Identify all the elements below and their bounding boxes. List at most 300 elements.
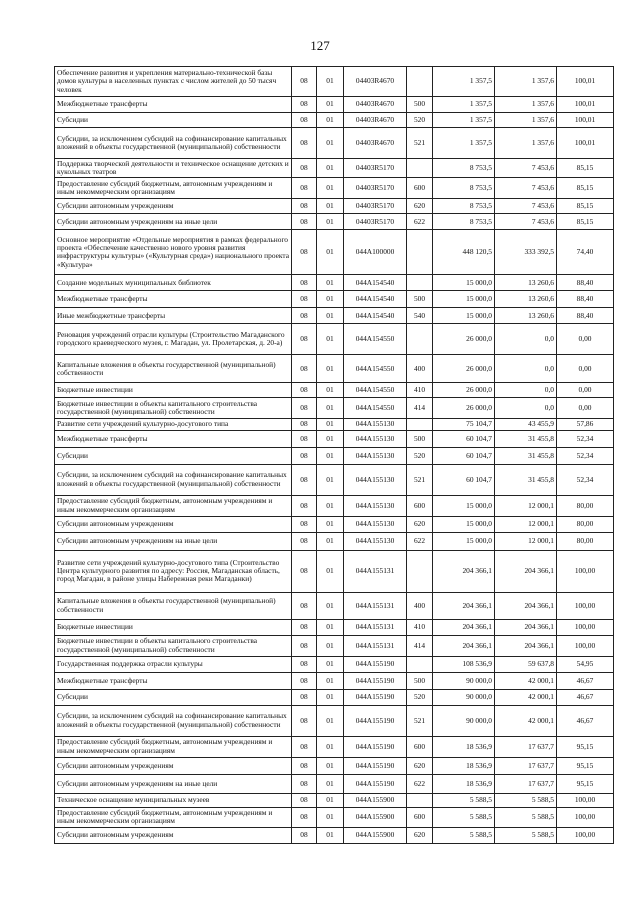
table-row: [55, 230, 614, 275]
executed-amount-cell: 12 000,1: [495, 532, 557, 550]
subsection-code-cell: 01: [317, 516, 344, 532]
table-row: [55, 592, 614, 619]
expense-type-cell: 414: [407, 635, 433, 656]
expense-type-cell: [407, 656, 433, 672]
planned-amount-cell: 1 357,5: [433, 128, 495, 159]
subsection-code-cell: 01: [317, 619, 344, 635]
expense-name-cell: Межбюджетные трансферты: [55, 291, 292, 308]
subsection-code-cell: 01: [317, 550, 344, 592]
expense-name-cell: Субсидии автономным учреждениям: [55, 516, 292, 532]
section-code-cell: 08: [292, 128, 317, 159]
target-article-cell: 044A155131: [344, 550, 407, 592]
execution-percent-cell: 52,34: [557, 464, 614, 495]
target-article-cell: 044A155131: [344, 619, 407, 635]
expense-name-cell: Предоставление субсидий бюджетным, автономным учреждениям и иным некоммерческим организациям: [55, 495, 292, 516]
section-code-cell: 08: [292, 736, 317, 757]
expense-name-cell: Субсидии, за исключением субсидий на софинансирование капитальных вложений в объекты государственной (муниципальной) собственности: [55, 705, 292, 736]
target-article-cell: 044A155131: [344, 592, 407, 619]
expense-name-cell: Создание модельных муниципальных библиотек: [55, 275, 292, 291]
section-code-cell: 08: [292, 757, 317, 774]
planned-amount-cell: 18 536,9: [433, 774, 495, 793]
execution-percent-cell: 80,00: [557, 516, 614, 532]
budget-table: [54, 66, 614, 844]
execution-percent-cell: 85,15: [557, 178, 614, 199]
expense-type-cell: [407, 419, 433, 430]
expense-name-cell: Предоставление субсидий бюджетным, автономным учреждениям и иным некоммерческим организациям: [55, 178, 292, 199]
expense-type-cell: [407, 230, 433, 275]
subsection-code-cell: 01: [317, 113, 344, 128]
expense-name-cell: Субсидии: [55, 689, 292, 705]
target-article-cell: 04403R5170: [344, 159, 407, 178]
executed-amount-cell: 7 453,6: [495, 199, 557, 214]
section-code-cell: 08: [292, 178, 317, 199]
expense-name-cell: Предоставление субсидий бюджетным, автономным учреждениям и иным некоммерческим организациям: [55, 736, 292, 757]
subsection-code-cell: 01: [317, 532, 344, 550]
planned-amount-cell: 448 120,5: [433, 230, 495, 275]
expense-type-cell: 521: [407, 464, 433, 495]
table-row: [55, 419, 614, 430]
section-code-cell: 08: [292, 97, 317, 113]
expense-name-cell: Субсидии автономным учреждениям на иные цели: [55, 532, 292, 550]
target-article-cell: 044A155190: [344, 672, 407, 689]
subsection-code-cell: 01: [317, 159, 344, 178]
executed-amount-cell: 0,0: [495, 383, 557, 398]
table-row: [55, 178, 614, 199]
planned-amount-cell: 18 536,9: [433, 736, 495, 757]
planned-amount-cell: 8 753,5: [433, 159, 495, 178]
expense-name-cell: Обеспечение развития и укрепления материально-технической базы домов культуры в населенных пунктах с числом жителей до 50 тысяч человек: [55, 67, 292, 97]
expense-name-cell: Бюджетные инвестиции: [55, 619, 292, 635]
execution-percent-cell: 46,67: [557, 705, 614, 736]
expense-type-cell: 410: [407, 383, 433, 398]
expense-name-cell: Межбюджетные трансферты: [55, 430, 292, 447]
section-code-cell: 08: [292, 827, 317, 843]
section-code-cell: 08: [292, 516, 317, 532]
subsection-code-cell: 01: [317, 291, 344, 308]
expense-type-cell: [407, 550, 433, 592]
execution-percent-cell: 100,00: [557, 619, 614, 635]
executed-amount-cell: 12 000,1: [495, 516, 557, 532]
table-row: [55, 793, 614, 807]
table-row: [55, 113, 614, 128]
section-code-cell: 08: [292, 464, 317, 495]
table-row: [55, 383, 614, 398]
executed-amount-cell: 0,0: [495, 398, 557, 419]
expense-type-cell: 620: [407, 757, 433, 774]
table-row: [55, 757, 614, 774]
execution-percent-cell: 95,15: [557, 757, 614, 774]
execution-percent-cell: 88,40: [557, 275, 614, 291]
planned-amount-cell: 8 753,5: [433, 178, 495, 199]
executed-amount-cell: 1 357,6: [495, 97, 557, 113]
section-code-cell: 08: [292, 592, 317, 619]
page-number: 127: [310, 38, 330, 53]
table-row: [55, 355, 614, 383]
table-row: [55, 550, 614, 592]
target-article-cell: 044A154550: [344, 355, 407, 383]
expense-name-cell: Субсидии автономным учреждениям: [55, 199, 292, 214]
expense-type-cell: 410: [407, 619, 433, 635]
executed-amount-cell: 0,0: [495, 355, 557, 383]
planned-amount-cell: 8 753,5: [433, 199, 495, 214]
section-code-cell: 08: [292, 689, 317, 705]
table-row: [55, 672, 614, 689]
target-article-cell: 044A154540: [344, 275, 407, 291]
execution-percent-cell: 95,15: [557, 736, 614, 757]
section-code-cell: 08: [292, 324, 317, 355]
executed-amount-cell: 42 000,1: [495, 705, 557, 736]
table-row: [55, 128, 614, 159]
table-row: [55, 199, 614, 214]
expense-type-cell: 521: [407, 705, 433, 736]
executed-amount-cell: 1 357,6: [495, 113, 557, 128]
table-row: [55, 705, 614, 736]
subsection-code-cell: 01: [317, 275, 344, 291]
expense-name-cell: Развитие сети учреждений культурно-досугового типа (Строительство Центра культурного развития по адресу: Россия, Магаданская область, город Магадан, в районе улицы Набережная реки Магаданки): [55, 550, 292, 592]
planned-amount-cell: 204 366,1: [433, 550, 495, 592]
target-article-cell: 04403R4670: [344, 113, 407, 128]
expense-name-cell: Межбюджетные трансферты: [55, 672, 292, 689]
table-row: [55, 430, 614, 447]
planned-amount-cell: 18 536,9: [433, 757, 495, 774]
expense-name-cell: Субсидии: [55, 447, 292, 464]
target-article-cell: 044A155131: [344, 635, 407, 656]
target-article-cell: 044A154550: [344, 324, 407, 355]
table-row: [55, 159, 614, 178]
execution-percent-cell: 100,00: [557, 793, 614, 807]
executed-amount-cell: 42 000,1: [495, 689, 557, 705]
expense-name-cell: Развитие сети учреждений культурно-досугового типа: [55, 419, 292, 430]
target-article-cell: 04403R4670: [344, 97, 407, 113]
section-code-cell: 08: [292, 214, 317, 230]
subsection-code-cell: 01: [317, 128, 344, 159]
executed-amount-cell: 59 637,8: [495, 656, 557, 672]
execution-percent-cell: 74,40: [557, 230, 614, 275]
target-article-cell: 04403R4670: [344, 128, 407, 159]
execution-percent-cell: 85,15: [557, 214, 614, 230]
section-code-cell: 08: [292, 793, 317, 807]
planned-amount-cell: 15 000,0: [433, 495, 495, 516]
execution-percent-cell: 46,67: [557, 672, 614, 689]
execution-percent-cell: 0,00: [557, 383, 614, 398]
target-article-cell: 044A155190: [344, 757, 407, 774]
target-article-cell: 04403R4670: [344, 67, 407, 97]
expense-name-cell: Бюджетные инвестиции: [55, 383, 292, 398]
expense-name-cell: Субсидии: [55, 113, 292, 128]
planned-amount-cell: 60 104,7: [433, 464, 495, 495]
execution-percent-cell: 52,34: [557, 430, 614, 447]
table-row: [55, 807, 614, 827]
executed-amount-cell: 13 260,6: [495, 275, 557, 291]
planned-amount-cell: 5 588,5: [433, 827, 495, 843]
expense-type-cell: 400: [407, 355, 433, 383]
subsection-code-cell: 01: [317, 774, 344, 793]
expense-type-cell: 622: [407, 774, 433, 793]
target-article-cell: 044A155900: [344, 827, 407, 843]
execution-percent-cell: 85,15: [557, 199, 614, 214]
executed-amount-cell: 12 000,1: [495, 495, 557, 516]
expense-type-cell: [407, 324, 433, 355]
planned-amount-cell: 108 536,9: [433, 656, 495, 672]
subsection-code-cell: 01: [317, 705, 344, 736]
planned-amount-cell: 15 000,0: [433, 308, 495, 324]
target-article-cell: 044A154550: [344, 398, 407, 419]
executed-amount-cell: 7 453,6: [495, 214, 557, 230]
expense-type-cell: 620: [407, 827, 433, 843]
expense-name-cell: Основное мероприятие «Отдельные мероприятия в рамках федерального проекта «Обеспечение качественно нового уровня развития инфраструктуры культуры» («Культурная среда») национального проекта «Культура»: [55, 230, 292, 275]
expense-type-cell: 620: [407, 516, 433, 532]
table-row: [55, 308, 614, 324]
expense-name-cell: Бюджетные инвестиции в объекты капитального строительства государственной (муниципальной) собственности: [55, 398, 292, 419]
target-article-cell: 044A155190: [344, 656, 407, 672]
executed-amount-cell: 5 588,5: [495, 793, 557, 807]
target-article-cell: 044A155130: [344, 430, 407, 447]
execution-percent-cell: 100,00: [557, 827, 614, 843]
expense-name-cell: Поддержка творческой деятельности и техническое оснащение детских и кукольных театров: [55, 159, 292, 178]
executed-amount-cell: 42 000,1: [495, 672, 557, 689]
expense-type-cell: 540: [407, 308, 433, 324]
table-row: [55, 619, 614, 635]
execution-percent-cell: 54,95: [557, 656, 614, 672]
subsection-code-cell: 01: [317, 635, 344, 656]
planned-amount-cell: 60 104,7: [433, 430, 495, 447]
planned-amount-cell: 1 357,5: [433, 67, 495, 97]
section-code-cell: 08: [292, 230, 317, 275]
table-row: [55, 214, 614, 230]
target-article-cell: 044A100000: [344, 230, 407, 275]
expense-name-cell: Субсидии, за исключением субсидий на софинансирование капитальных вложений в объекты государственной (муниципальной) собственности: [55, 128, 292, 159]
subsection-code-cell: 01: [317, 757, 344, 774]
executed-amount-cell: 333 392,5: [495, 230, 557, 275]
executed-amount-cell: 7 453,6: [495, 159, 557, 178]
executed-amount-cell: 204 366,1: [495, 550, 557, 592]
table-row: [55, 774, 614, 793]
target-article-cell: 044A155900: [344, 807, 407, 827]
planned-amount-cell: 26 000,0: [433, 398, 495, 419]
expense-type-cell: 600: [407, 178, 433, 199]
subsection-code-cell: 01: [317, 430, 344, 447]
section-code-cell: 08: [292, 419, 317, 430]
expense-type-cell: 500: [407, 672, 433, 689]
subsection-code-cell: 01: [317, 214, 344, 230]
executed-amount-cell: 17 637,7: [495, 736, 557, 757]
subsection-code-cell: 01: [317, 67, 344, 97]
table-row: [55, 736, 614, 757]
planned-amount-cell: 15 000,0: [433, 532, 495, 550]
planned-amount-cell: 15 000,0: [433, 275, 495, 291]
planned-amount-cell: 1 357,5: [433, 97, 495, 113]
planned-amount-cell: 15 000,0: [433, 291, 495, 308]
execution-percent-cell: 0,00: [557, 398, 614, 419]
planned-amount-cell: 5 588,5: [433, 807, 495, 827]
table-row: [55, 635, 614, 656]
subsection-code-cell: 01: [317, 178, 344, 199]
expense-type-cell: 600: [407, 736, 433, 757]
subsection-code-cell: 01: [317, 324, 344, 355]
table-row: [55, 447, 614, 464]
target-article-cell: 044A155130: [344, 447, 407, 464]
expense-type-cell: 622: [407, 532, 433, 550]
target-article-cell: 044A155190: [344, 774, 407, 793]
planned-amount-cell: 15 000,0: [433, 516, 495, 532]
executed-amount-cell: 17 637,7: [495, 774, 557, 793]
execution-percent-cell: 100,00: [557, 550, 614, 592]
expense-type-cell: 600: [407, 495, 433, 516]
planned-amount-cell: 1 357,5: [433, 113, 495, 128]
table-row: [55, 516, 614, 532]
expense-name-cell: Предоставление субсидий бюджетным, автономным учреждениям и иным некоммерческим организациям: [55, 807, 292, 827]
table-row: [55, 495, 614, 516]
subsection-code-cell: 01: [317, 398, 344, 419]
section-code-cell: 08: [292, 199, 317, 214]
target-article-cell: 044A155190: [344, 689, 407, 705]
subsection-code-cell: 01: [317, 736, 344, 757]
subsection-code-cell: 01: [317, 230, 344, 275]
section-code-cell: 08: [292, 635, 317, 656]
expense-type-cell: 520: [407, 113, 433, 128]
subsection-code-cell: 01: [317, 656, 344, 672]
target-article-cell: 04403R5170: [344, 178, 407, 199]
section-code-cell: 08: [292, 383, 317, 398]
execution-percent-cell: 85,15: [557, 159, 614, 178]
execution-percent-cell: 0,00: [557, 355, 614, 383]
expense-type-cell: 620: [407, 199, 433, 214]
execution-percent-cell: 100,01: [557, 113, 614, 128]
execution-percent-cell: 80,00: [557, 495, 614, 516]
expense-name-cell: Капитальные вложения в объекты государственной (муниципальной) собственности: [55, 355, 292, 383]
execution-percent-cell: 100,01: [557, 97, 614, 113]
section-code-cell: 08: [292, 495, 317, 516]
expense-name-cell: Межбюджетные трансферты: [55, 97, 292, 113]
execution-percent-cell: 57,86: [557, 419, 614, 430]
subsection-code-cell: 01: [317, 464, 344, 495]
section-code-cell: 08: [292, 291, 317, 308]
executed-amount-cell: 204 366,1: [495, 619, 557, 635]
target-article-cell: 044A155130: [344, 419, 407, 430]
section-code-cell: 08: [292, 447, 317, 464]
planned-amount-cell: 204 366,1: [433, 619, 495, 635]
section-code-cell: 08: [292, 275, 317, 291]
section-code-cell: 08: [292, 705, 317, 736]
section-code-cell: 08: [292, 532, 317, 550]
target-article-cell: 044A155190: [344, 736, 407, 757]
expense-name-cell: Субсидии автономным учреждениям на иные цели: [55, 774, 292, 793]
execution-percent-cell: 95,15: [557, 774, 614, 793]
subsection-code-cell: 01: [317, 419, 344, 430]
executed-amount-cell: 204 366,1: [495, 635, 557, 656]
expense-name-cell: Капитальные вложения в объекты государственной (муниципальной) собственности: [55, 592, 292, 619]
planned-amount-cell: 204 366,1: [433, 592, 495, 619]
expense-type-cell: [407, 159, 433, 178]
target-article-cell: 044A154550: [344, 383, 407, 398]
section-code-cell: 08: [292, 807, 317, 827]
target-article-cell: 044A154540: [344, 308, 407, 324]
expense-type-cell: [407, 67, 433, 97]
executed-amount-cell: 31 455,8: [495, 447, 557, 464]
table-row: [55, 689, 614, 705]
section-code-cell: 08: [292, 550, 317, 592]
planned-amount-cell: 8 753,5: [433, 214, 495, 230]
expense-type-cell: [407, 793, 433, 807]
target-article-cell: 04403R5170: [344, 199, 407, 214]
executed-amount-cell: 17 637,7: [495, 757, 557, 774]
table-row: [55, 464, 614, 495]
subsection-code-cell: 01: [317, 383, 344, 398]
executed-amount-cell: 1 357,6: [495, 67, 557, 97]
section-code-cell: 08: [292, 774, 317, 793]
expense-name-cell: Иные межбюджетные трансферты: [55, 308, 292, 324]
target-article-cell: 044A154540: [344, 291, 407, 308]
executed-amount-cell: 204 366,1: [495, 592, 557, 619]
section-code-cell: 08: [292, 398, 317, 419]
execution-percent-cell: 88,40: [557, 308, 614, 324]
planned-amount-cell: 204 366,1: [433, 635, 495, 656]
table-row: [55, 97, 614, 113]
target-article-cell: 044A155130: [344, 532, 407, 550]
table-row: [55, 67, 614, 97]
executed-amount-cell: 5 588,5: [495, 807, 557, 827]
table-row: [55, 398, 614, 419]
expense-type-cell: 414: [407, 398, 433, 419]
planned-amount-cell: 26 000,0: [433, 383, 495, 398]
planned-amount-cell: 60 104,7: [433, 447, 495, 464]
subsection-code-cell: 01: [317, 827, 344, 843]
executed-amount-cell: 31 455,8: [495, 430, 557, 447]
planned-amount-cell: 90 000,0: [433, 705, 495, 736]
executed-amount-cell: 13 260,6: [495, 291, 557, 308]
subsection-code-cell: 01: [317, 592, 344, 619]
subsection-code-cell: 01: [317, 355, 344, 383]
subsection-code-cell: 01: [317, 199, 344, 214]
section-code-cell: 08: [292, 67, 317, 97]
subsection-code-cell: 01: [317, 447, 344, 464]
section-code-cell: 08: [292, 308, 317, 324]
expense-name-cell: Субсидии автономным учреждениям на иные цели: [55, 214, 292, 230]
target-article-cell: 044A155130: [344, 495, 407, 516]
execution-percent-cell: 100,00: [557, 635, 614, 656]
target-article-cell: 044A155130: [344, 464, 407, 495]
planned-amount-cell: 26 000,0: [433, 324, 495, 355]
expense-type-cell: 520: [407, 689, 433, 705]
executed-amount-cell: 0,0: [495, 324, 557, 355]
execution-percent-cell: 52,34: [557, 447, 614, 464]
table-row: [55, 656, 614, 672]
planned-amount-cell: 90 000,0: [433, 672, 495, 689]
expense-name-cell: Государственная поддержка отрасли культуры: [55, 656, 292, 672]
execution-percent-cell: 88,40: [557, 291, 614, 308]
expense-name-cell: Субсидии автономным учреждениям: [55, 827, 292, 843]
expense-type-cell: 500: [407, 291, 433, 308]
expense-type-cell: 500: [407, 97, 433, 113]
expense-name-cell: Техническое оснащение муниципальных музеев: [55, 793, 292, 807]
section-code-cell: 08: [292, 430, 317, 447]
planned-amount-cell: 5 588,5: [433, 793, 495, 807]
execution-percent-cell: 100,00: [557, 807, 614, 827]
executed-amount-cell: 31 455,8: [495, 464, 557, 495]
execution-percent-cell: 100,00: [557, 592, 614, 619]
expense-name-cell: Субсидии автономным учреждениям: [55, 757, 292, 774]
executed-amount-cell: 5 588,5: [495, 827, 557, 843]
expense-name-cell: Реновация учреждений отрасли культуры (Строительство Магаданского городского краеведческого музея, г. Магадан, ул. Пролетарская, д. 20-а): [55, 324, 292, 355]
subsection-code-cell: 01: [317, 97, 344, 113]
section-code-cell: 08: [292, 619, 317, 635]
subsection-code-cell: 01: [317, 495, 344, 516]
expense-name-cell: Субсидии, за исключением субсидий на софинансирование капитальных вложений в объекты государственной (муниципальной) собственности: [55, 464, 292, 495]
section-code-cell: 08: [292, 113, 317, 128]
executed-amount-cell: 43 455,9: [495, 419, 557, 430]
target-article-cell: 044A155130: [344, 516, 407, 532]
planned-amount-cell: 26 000,0: [433, 355, 495, 383]
